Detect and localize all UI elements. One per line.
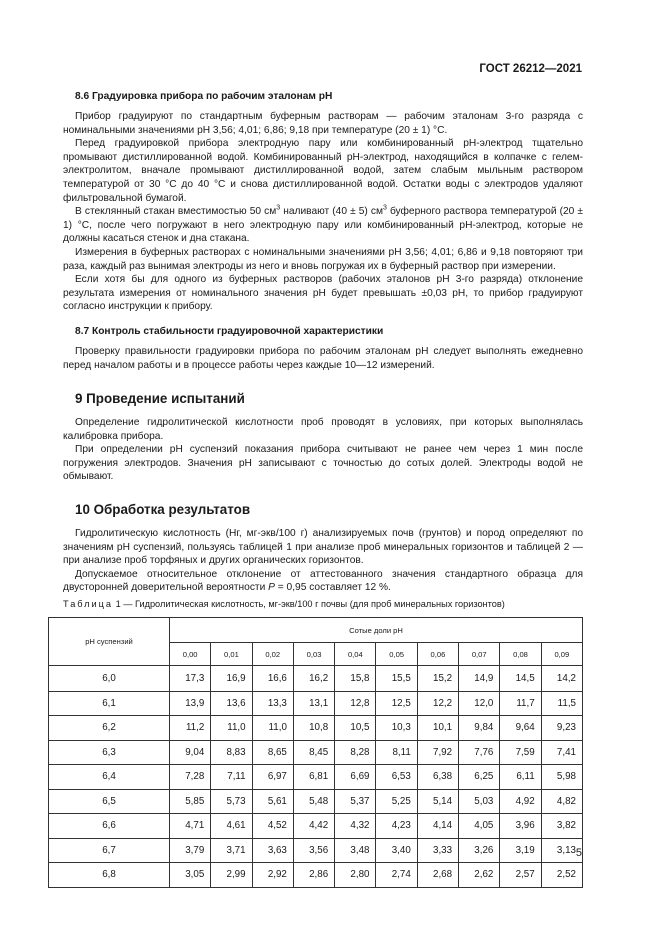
column-header: 0,09: [541, 643, 582, 666]
acidity-table: [48, 617, 583, 888]
value-cell: 5,73: [211, 789, 252, 814]
value-cell: 5,85: [170, 789, 211, 814]
value-cell: 6,53: [376, 765, 417, 790]
value-cell: 9,04: [170, 740, 211, 765]
value-cell: 2,62: [459, 863, 500, 888]
value-cell: 13,1: [293, 691, 334, 716]
value-cell: 3,79: [170, 838, 211, 863]
paragraph: Определение гидролитической кислотности проб проводят в условиях, при которых выполнялась калибровка прибора.: [63, 417, 583, 442]
value-cell: 4,05: [459, 814, 500, 839]
value-cell: 4,92: [500, 789, 541, 814]
table-row: [49, 716, 583, 741]
column-header: 0,02: [252, 643, 293, 666]
text-run: = 0,95 составляет 12 %.: [274, 582, 391, 594]
column-header: 0,01: [211, 643, 252, 666]
value-cell: 10,5: [335, 716, 376, 741]
value-cell: 6,81: [293, 765, 334, 790]
value-cell: 2,99: [211, 863, 252, 888]
value-cell: 2,74: [376, 863, 417, 888]
ph-cell: 6,4: [49, 765, 170, 790]
page-content: [63, 90, 583, 888]
table-caption: [63, 598, 583, 610]
value-cell: 16,9: [211, 666, 252, 692]
paragraph: [63, 568, 583, 595]
ph-cell: 6,8: [49, 863, 170, 888]
table-row: [49, 666, 583, 692]
value-cell: 5,48: [293, 789, 334, 814]
value-cell: 3,05: [170, 863, 211, 888]
value-cell: 7,76: [459, 740, 500, 765]
value-cell: 3,56: [293, 838, 334, 863]
value-cell: 4,52: [252, 814, 293, 839]
table-row: [49, 863, 583, 888]
value-cell: 3,40: [376, 838, 417, 863]
value-cell: 7,92: [417, 740, 458, 765]
value-cell: 13,6: [211, 691, 252, 716]
value-cell: 4,42: [293, 814, 334, 839]
ph-cell: 6,7: [49, 838, 170, 863]
value-cell: 10,1: [417, 716, 458, 741]
superscript: 3: [276, 204, 281, 212]
value-cell: 11,5: [541, 691, 582, 716]
value-cell: 16,2: [293, 666, 334, 692]
value-cell: 12,0: [459, 691, 500, 716]
value-cell: 3,48: [335, 838, 376, 863]
value-cell: 15,5: [376, 666, 417, 692]
column-header: 0,03: [293, 643, 334, 666]
value-cell: 11,2: [170, 716, 211, 741]
value-cell: 10,8: [293, 716, 334, 741]
text-run: В стеклянный стакан вместимостью 50 см: [75, 206, 277, 218]
value-cell: 3,63: [252, 838, 293, 863]
value-cell: 6,97: [252, 765, 293, 790]
value-cell: 8,28: [335, 740, 376, 765]
value-cell: 3,82: [541, 814, 582, 839]
value-cell: 15,2: [417, 666, 458, 692]
paragraph: Прибор градуируют по стандартным буферным растворам — рабочим эталонам 3-го разряда с номинальными значениями рН 3,56; 4,01; 6,86; 9,18 при температуре (20 ± 1) °С.: [63, 111, 583, 136]
value-cell: 2,92: [252, 863, 293, 888]
value-cell: 11,7: [500, 691, 541, 716]
table-row: [49, 814, 583, 839]
value-cell: 16,6: [252, 666, 293, 692]
value-cell: 4,82: [541, 789, 582, 814]
value-cell: 4,32: [335, 814, 376, 839]
value-cell: 7,28: [170, 765, 211, 790]
column-header: 0,05: [376, 643, 417, 666]
value-cell: 5,03: [459, 789, 500, 814]
value-cell: 12,8: [335, 691, 376, 716]
value-cell: 14,5: [500, 666, 541, 692]
paragraph: При определении рН суспензий показания прибора считывают не ранее чем через 1 мин после погружения электродов. Значения рН записывают с точностью до сотых долей. Электроды водой не обмывают.: [63, 444, 583, 483]
value-cell: 4,14: [417, 814, 458, 839]
ph-cell: 6,1: [49, 691, 170, 716]
table-row: [49, 765, 583, 790]
ph-cell: 6,6: [49, 814, 170, 839]
value-cell: 17,3: [170, 666, 211, 692]
value-cell: 14,2: [541, 666, 582, 692]
value-cell: 8,83: [211, 740, 252, 765]
value-cell: 3,71: [211, 838, 252, 863]
section-8-6-title: 8.6 Градуировка прибора по рабочим эталонам рН: [75, 91, 333, 102]
value-cell: 3,13: [541, 838, 582, 863]
column-header: 0,07: [459, 643, 500, 666]
paragraph: [63, 205, 583, 246]
value-cell: 13,3: [252, 691, 293, 716]
value-cell: 3,26: [459, 838, 500, 863]
value-cell: 9,64: [500, 716, 541, 741]
value-cell: 2,68: [417, 863, 458, 888]
value-cell: 13,9: [170, 691, 211, 716]
table-row: [49, 691, 583, 716]
value-cell: 3,19: [500, 838, 541, 863]
row-header-ph: рН суспензий: [49, 618, 170, 666]
value-cell: 11,0: [252, 716, 293, 741]
value-cell: 4,61: [211, 814, 252, 839]
ph-cell: 6,3: [49, 740, 170, 765]
value-cell: 2,52: [541, 863, 582, 888]
paragraph: Если хотя бы для одного из буферных растворов (рабочих эталонов рН 3-го разряда) отклонение результата измерения от номинального значения рН будет превышать ±0,03 рН, то прибор градуируют согласно инструкции к прибору.: [63, 274, 583, 313]
text-run: Допускаемое относительное отклонение от аттестованного значения стандартного образца для двусторонней доверительной вероятности: [63, 568, 583, 594]
value-cell: 5,14: [417, 789, 458, 814]
paragraph: Гидролитическую кислотность (Нг, мг-экв/100 г) анализируемых почв (грунтов) и пород определяют по значениям рН суспензий, пользуясь таблицей 1 при анализе проб минеральных горизонтов и таблицей 2 — при анализе проб торфяных и других органических горизонтов.: [63, 528, 583, 567]
value-cell: 3,33: [417, 838, 458, 863]
value-cell: 4,23: [376, 814, 417, 839]
value-cell: 8,11: [376, 740, 417, 765]
value-cell: 12,5: [376, 691, 417, 716]
value-cell: 9,84: [459, 716, 500, 741]
value-cell: 11,0: [211, 716, 252, 741]
value-cell: 12,2: [417, 691, 458, 716]
value-cell: 3,96: [500, 814, 541, 839]
section-9-title: 9 Проведение испытаний: [75, 391, 245, 407]
value-cell: 2,86: [293, 863, 334, 888]
table-caption-label: Таблица: [63, 599, 114, 610]
paragraph: Перед градуировкой прибора электродную пару или комбинированный рН-электрод тщательно промывают дистиллированной водой. Комбинированный рН-электрод, находящийся в колпачке с гелем-электролитом, вначале промывают дистиллированной водой, затем слабым мыльным раствором температурой от 30 °С до 40 °С и снова дистиллированной водой. Остатки воды с электродов удаляют фильтровальной бумагой.: [63, 138, 583, 204]
value-cell: 2,80: [335, 863, 376, 888]
value-cell: 6,69: [335, 765, 376, 790]
value-cell: 14,9: [459, 666, 500, 692]
page-number: 5: [575, 847, 582, 859]
section-10-title: 10 Обработка результатов: [75, 502, 251, 518]
value-cell: 7,11: [211, 765, 252, 790]
value-cell: 8,65: [252, 740, 293, 765]
value-cell: 6,11: [500, 765, 541, 790]
text-run: наливают (40 ± 5) см: [280, 206, 383, 218]
value-cell: 5,25: [376, 789, 417, 814]
column-header: 0,04: [335, 643, 376, 666]
span-header-hundredths: Сотые доли рН: [170, 618, 583, 643]
table-row: [49, 838, 583, 863]
paragraph: Измерения в буферных растворах с номинальными значениями рН 3,56; 4,01; 6,86 и 9,18 повторяют три раза, каждый раз вынимая электроды из него и вновь погружая их в буферный раствор при измерении.: [63, 246, 583, 272]
table-row: [49, 740, 583, 765]
value-cell: 9,23: [541, 716, 582, 741]
ph-cell: 6,0: [49, 666, 170, 692]
ph-cell: 6,5: [49, 789, 170, 814]
superscript: 3: [382, 204, 387, 212]
probability-symbol: Р: [268, 582, 275, 594]
value-cell: 8,45: [293, 740, 334, 765]
value-cell: 2,57: [500, 863, 541, 888]
value-cell: 7,41: [541, 740, 582, 765]
value-cell: 6,25: [459, 765, 500, 790]
value-cell: 5,98: [541, 765, 582, 790]
table-caption-text: 1 — Гидролитическая кислотность, мг-экв/100 г почвы (для проб минеральных горизонтов): [113, 599, 505, 610]
document-id: ГОСТ 26212—2021: [479, 63, 582, 75]
value-cell: 4,71: [170, 814, 211, 839]
column-header: 0,00: [170, 643, 211, 666]
value-cell: 6,38: [417, 765, 458, 790]
text-run: буферного раствора температурой (20 ± 1) °С, после чего погружают в него электродную пару или комбинированный рН-электрод, которые не должны касаться стенок и дна стакана.: [63, 206, 583, 245]
column-header: 0,06: [417, 643, 458, 666]
table-row: [49, 789, 583, 814]
value-cell: 5,61: [252, 789, 293, 814]
value-cell: 15,8: [335, 666, 376, 692]
value-cell: 5,37: [335, 789, 376, 814]
value-cell: 10,3: [376, 716, 417, 741]
section-8-7-title: 8.7 Контроль стабильности градуировочной характеристики: [75, 325, 384, 337]
column-header: 0,08: [500, 643, 541, 666]
value-cell: 7,59: [500, 740, 541, 765]
paragraph: Проверку правильности градуировки прибора по рабочим эталонам рН следует выполнять ежедневно перед началом работы и в процессе работы через каждые 10—12 измерений.: [63, 345, 583, 371]
ph-cell: 6,2: [49, 716, 170, 741]
